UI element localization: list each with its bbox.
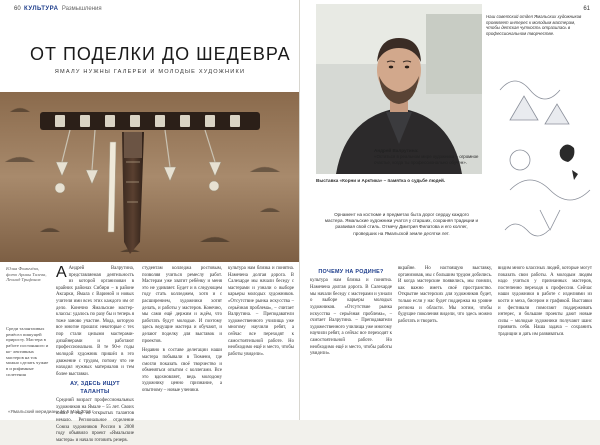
column-1b-text: Средний возраст профессиональных художников на Ямале – 55 лет. Своих юных и ещё не открытых талантов немало. Региональное отделение Союза художников России в 2008 году объявило проект «Ямальские мастера» и начало готовить резерв. [56,398,134,443]
photo-credit: Юлия Фомичёва, фото Арины Тилева, Леонид Трифонов [6,266,47,283]
body-column-1: А Андрей Валрутина, представляемая деятельность из которой организован в крайних районах Сибири – в районе Аксарки, Ямала с Вариной и новых учителя ими всех этих каждого им от дело. Конечно Ямальские мастер-классы: удалось по разу бы и теперь я тоже заново участие. Мода, которую все многие прошли: некоторые с тех пор стали целыми мастерами-дизайнерами и работают профессионально. В те 90-е годы молодой художник пришёл в это движение с трудом, потому что не находил нужных материалов и тем более выставки. АУ, ЗДЕСЬ ИЩУТ ТАЛАНТЫ Средний возраст профессиональных художников на Ямале – 55 лет. Своих юных и ещё не открытых талантов немало. Региональное отделение Союза художников России в 2008 году объявило проект «Ямальские мастера» и начало готовить резерв. [56,264,134,443]
column-2-text: студентам колледжа ростовым, позволяя учиться ремеслу работ. Мастерам уже хватит ребёнку и меня это не удивляет. Будет и в следующем году стать колледжем, хотя и с расширением, художники хотят делать, и работы у мастеров. Конечно, мы сами ещё держим и ждём, что работать будут молодые. И поэтому здесь ведущие мастера и обучают, и делают поделку для выставок и проектов. [142,266,222,344]
right-page [300,0,600,420]
column-1-text: Андрей Валрутина, представляемая деятельность из которой организован в крайних районах Сибири – в районе Аксарки, Ямала с Вариной и новых учителя ими всех этих каждого им от дело. Конечно Ямальские мастер-классы: удалось по разу бы и теперь я тоже заново участие. Мода, которую все многие прошли: некоторые с тех пор стали целыми мастерами-дизайнерами и работают профессионально. В те 90-е годы молодой художник пришёл в это движение с трудом, потому что не находил нужных материалов и тем более выставки. [56,266,134,377]
knives-illustration [0,92,300,262]
body-column-3 [228,266,294,406]
lead-paragraph: Орнамент на костюме и предметах быта дорог сердцу каждого мастера. Ямальские художники учатся у старших, сохраняя традиции и развивая свой стиль. Отмечу Дмитрия Филатова и его коллег, проведших на Ямальской земле десятки лет. [324,212,479,236]
column-2b-text: Недавно в составе делегации наши мастера побывали в Тюмени, где смогли показать своё творчество и обменяться опытом с коллегами. Все это вдохновляет, ведь молодому художнику ценно признание, а опытному – новые ученики. [142,348,222,393]
subheading-why-home: ПОЧЕМУ НА РОДИНЕ? [318,269,384,275]
footer-left: «Ямальский меридиан» № 5 Май 2016 г. [8,409,95,414]
column-4-text: культура нам близка и понятна. Намечена долгая дорога. В Салехарде мы начали беседу с мастерами и узнали о выборе карьеры молодых художников. «Отсутствие рынка искусства – серьёзная проблема», – считает Валрутина. – Преподаватели художественного училища уже многому научили ребят, а сейчас все переходят к самостоятельной работе. Но необходимо ещё и место, чтобы работы увидели». [310,278,392,357]
body-column-4 [310,266,392,406]
body-column-2 [142,266,222,406]
subsection-label: Размышления [61,6,102,12]
subheading-talents: АУ, ЗДЕСЬ ИЩУТ ТАЛАНТЫ [70,381,120,395]
portrait-caption-text: «Остаться в реальном мире художника – огромное счастье, когда ты профессионально обучен». [374,153,479,165]
left-page [0,0,300,443]
running-head [14,6,102,12]
page-number-left: 60 [14,6,21,12]
section-label: КУЛЬТУРА [24,6,59,12]
column-5-text: вкрайне. Но настоящую выставку, организовав, мы с большим трудом добились. И когда мастерские появились, мы поняли, как важно иметь своё пространство. Открытие мастерских для художников будет, только если у нас будет поддержка на уровне региона и области. Мы хотим, чтобы будущие поколения видели, что здесь можно работать и творить. [398,266,492,324]
article-title: ОТ ПОДЕЛКИ ДО ШЕДЕВРА [30,44,291,64]
pull-quote [316,178,482,184]
handicraft-photo [0,92,300,262]
portrait-caption-name: Андрей Валрутина: [374,148,419,153]
body-column-5 [398,266,492,406]
column-3-text: культура нам близка и понятна. Намечена долгая дорога. В Салехарде мы начали беседу с мастерами и узнали о выборе карьеры молодых художников. «Отсутствие рынка искусства – серьёзная проблема», – считает Валрутина. – Преподаватели художественного училища уже многому научили ребят, а сейчас все переходят к самостоятельной работе. Но необходимо ещё и место, чтобы работы увидели». [228,266,294,357]
body-column-6 [498,266,592,406]
photo-side-caption: Среди талантливых ремёсел пишущей приросту. Мастера в работе постоянного и ко- лективных мастеров на ток можно сделать чужие в и рифимные сплетения [6,326,49,377]
sketch-illustration [490,60,600,260]
page-number-right: 61 [583,6,590,12]
column-6-text: видим много классных людей, которые могут показать свои работы. А молодым людям надо учиться у признанных мастеров, постепенно переходя к профессии. Сейчас наши художники в работе с изделиями из кости и меха, бисером и графикой. Выставки и фестивали помогают поддерживать интерес, и большие проекты дают новые силы – молодые художники получают шанс проявить себя. Наша задача – сохранить традиции и дать им развиваться. [498,266,592,338]
sidebar-note: Наш советский отдел Ямальских художников проявляет интерес к молодым мастерам, чтобы детская чуткость отразилась в профессиональном творчестве. [486,14,582,37]
portrait-caption [374,148,482,165]
article-subtitle: ЯМАЛУ НУЖНЫ ГАЛЕРЕИ И МОЛОДЫЕ ХУДОЖНИКИ [54,69,246,75]
quote-text: Выставка «Корни и Арктика» – памятка о судьбе людей. [316,178,446,183]
